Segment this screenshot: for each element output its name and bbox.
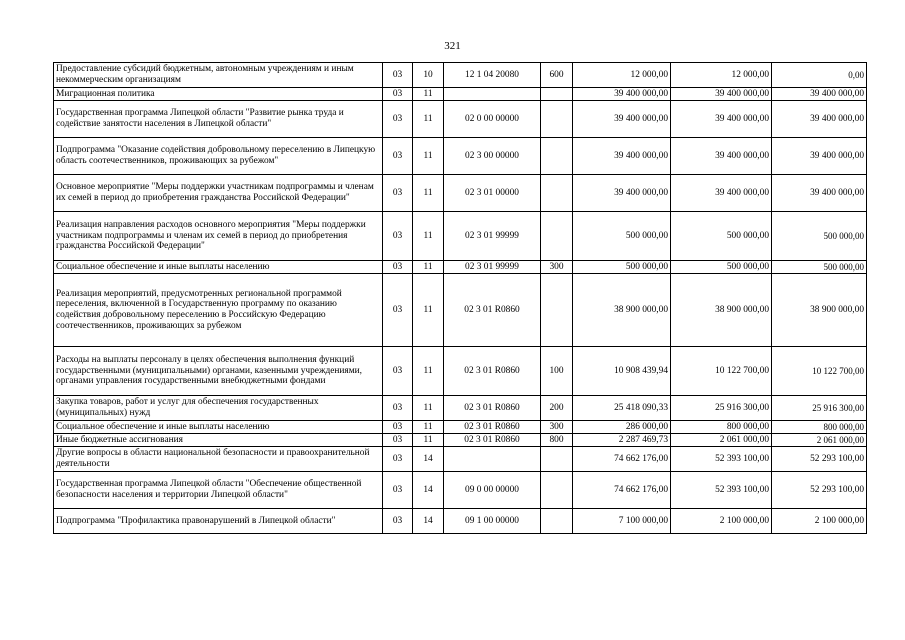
- target-article-code: 02 3 01 R0860: [444, 347, 541, 396]
- table-row: [54, 88, 867, 101]
- amount-year-1: 74 662 176,00: [573, 472, 671, 509]
- subsection-code: 11: [413, 396, 444, 421]
- expense-type-code: 200: [541, 396, 573, 421]
- expense-type-code: [541, 509, 573, 534]
- table-row: [54, 212, 867, 261]
- amount-year-1: 2 287 469,73: [573, 434, 671, 447]
- amount-year-3: 2 061 000,00: [772, 434, 867, 447]
- target-article-code: 02 3 00 00000: [444, 138, 541, 175]
- amount-year-1: 25 418 090,33: [573, 396, 671, 421]
- expense-type-code: [541, 472, 573, 509]
- item-name: Предоставление субсидий бюджетным, автономным учреждениям и иным некоммерческим организациям: [54, 63, 383, 88]
- amount-year-1: 10 908 439,94: [573, 347, 671, 396]
- amount-year-3: 52 293 100,00: [772, 472, 867, 509]
- amount-year-3: 500 000,00: [772, 212, 867, 261]
- target-article-code: 09 0 00 00000: [444, 472, 541, 509]
- expense-type-code: 600: [541, 63, 573, 88]
- target-article-code: [444, 447, 541, 472]
- subsection-code: 10: [413, 63, 444, 88]
- amount-year-2: 52 393 100,00: [671, 472, 772, 509]
- section-code: 03: [383, 434, 413, 447]
- amount-year-2: 52 393 100,00: [671, 447, 772, 472]
- amount-year-2: 500 000,00: [671, 261, 772, 274]
- section-code: 03: [383, 138, 413, 175]
- subsection-code: 11: [413, 88, 444, 101]
- expense-type-code: 800: [541, 434, 573, 447]
- amount-year-1: 38 900 000,00: [573, 274, 671, 347]
- item-name: Реализация мероприятий, предусмотренных региональной программой переселения, включенной в Государственную программу по оказанию содействия добровольному переселению в Российскую Федерацию соотечественников, проживающих за рубежом: [54, 274, 383, 347]
- amount-year-1: 286 000,00: [573, 421, 671, 434]
- section-code: 03: [383, 261, 413, 274]
- item-name: Расходы на выплаты персоналу в целях обеспечения выполнения функций государственными (муниципальными) органами, казенными учреждениями, органами управления государственными внебюджетными фондами: [54, 347, 383, 396]
- amount-year-1: 500 000,00: [573, 212, 671, 261]
- amount-year-1: 39 400 000,00: [573, 101, 671, 138]
- section-code: 03: [383, 396, 413, 421]
- subsection-code: 11: [413, 175, 444, 212]
- subsection-code: 11: [413, 347, 444, 396]
- item-name: Реализация направления расходов основного мероприятия "Меры поддержки участникам подпрограммы и членам их семей в период до приобретения гражданства Российской Федерации": [54, 212, 383, 261]
- subsection-code: 14: [413, 472, 444, 509]
- amount-year-3: 0,00: [772, 63, 867, 88]
- item-name: Миграционная политика: [54, 88, 383, 101]
- table-row: [54, 261, 867, 274]
- section-code: 03: [383, 63, 413, 88]
- amount-year-3: 39 400 000,00: [772, 88, 867, 101]
- amount-year-2: 25 916 300,00: [671, 396, 772, 421]
- amount-year-3: 10 122 700,00: [772, 347, 867, 396]
- item-name: Подпрограмма "Профилактика правонарушений в Липецкой области": [54, 509, 383, 534]
- target-article-code: 02 3 01 R0860: [444, 274, 541, 347]
- amount-year-3: 39 400 000,00: [772, 138, 867, 175]
- amount-year-1: 74 662 176,00: [573, 447, 671, 472]
- item-name: Социальное обеспечение и иные выплаты населению: [54, 261, 383, 274]
- table-row: [54, 396, 867, 421]
- expense-type-code: [541, 212, 573, 261]
- item-name: Закупка товаров, работ и услуг для обеспечения государственных (муниципальных) нужд: [54, 396, 383, 421]
- amount-year-2: 500 000,00: [671, 212, 772, 261]
- amount-year-3: 52 293 100,00: [772, 447, 867, 472]
- subsection-code: 11: [413, 434, 444, 447]
- table-row: [54, 447, 867, 472]
- table-row: [54, 175, 867, 212]
- table-row: [54, 472, 867, 509]
- amount-year-2: 2 061 000,00: [671, 434, 772, 447]
- expense-type-code: [541, 138, 573, 175]
- target-article-code: 12 1 04 20080: [444, 63, 541, 88]
- amount-year-2: 10 122 700,00: [671, 347, 772, 396]
- amount-year-3: 500 000,00: [772, 261, 867, 274]
- expense-type-code: [541, 101, 573, 138]
- subsection-code: 11: [413, 261, 444, 274]
- amount-year-1: 7 100 000,00: [573, 509, 671, 534]
- subsection-code: 11: [413, 212, 444, 261]
- section-code: 03: [383, 447, 413, 472]
- amount-year-2: 39 400 000,00: [671, 138, 772, 175]
- section-code: 03: [383, 347, 413, 396]
- expense-type-code: [541, 447, 573, 472]
- amount-year-3: 800 000,00: [772, 421, 867, 434]
- item-name: Основное мероприятие "Меры поддержки участникам подпрограммы и членам их семей в период до приобретения гражданства Российской Федерации": [54, 175, 383, 212]
- budget-table: [53, 62, 867, 534]
- table-row: [54, 434, 867, 447]
- subsection-code: 11: [413, 101, 444, 138]
- amount-year-1: 12 000,00: [573, 63, 671, 88]
- table-row: [54, 63, 867, 88]
- amount-year-2: 39 400 000,00: [671, 101, 772, 138]
- amount-year-1: 39 400 000,00: [573, 138, 671, 175]
- target-article-code: 02 3 01 R0860: [444, 396, 541, 421]
- table-row: [54, 509, 867, 534]
- item-name: Другие вопросы в области национальной безопасности и правоохранительной деятельности: [54, 447, 383, 472]
- amount-year-3: 25 916 300,00: [772, 396, 867, 421]
- amount-year-2: 39 400 000,00: [671, 175, 772, 212]
- expense-type-code: [541, 88, 573, 101]
- subsection-code: 14: [413, 509, 444, 534]
- section-code: 03: [383, 472, 413, 509]
- target-article-code: 02 3 01 R0860: [444, 421, 541, 434]
- expense-type-code: 300: [541, 421, 573, 434]
- section-code: 03: [383, 101, 413, 138]
- amount-year-2: 2 100 000,00: [671, 509, 772, 534]
- target-article-code: 02 3 01 00000: [444, 175, 541, 212]
- amount-year-2: 800 000,00: [671, 421, 772, 434]
- target-article-code: 02 3 01 99999: [444, 212, 541, 261]
- page-number: 321: [444, 40, 461, 52]
- amount-year-1: 39 400 000,00: [573, 88, 671, 101]
- target-article-code: [444, 88, 541, 101]
- amount-year-3: 38 900 000,00: [772, 274, 867, 347]
- subsection-code: 14: [413, 447, 444, 472]
- amount-year-2: 38 900 000,00: [671, 274, 772, 347]
- section-code: 03: [383, 509, 413, 534]
- item-name: Государственная программа Липецкой области "Развитие рынка труда и содействие занятости населения в Липецкой области": [54, 101, 383, 138]
- table-row: [54, 347, 867, 396]
- section-code: 03: [383, 88, 413, 101]
- budget-table-body: [54, 63, 867, 534]
- item-name: Подпрограмма "Оказание содействия добровольному переселению в Липецкую область соотечественников, проживающих за рубежом": [54, 138, 383, 175]
- amount-year-2: 12 000,00: [671, 63, 772, 88]
- subsection-code: 11: [413, 421, 444, 434]
- amount-year-1: 500 000,00: [573, 261, 671, 274]
- item-name: Иные бюджетные ассигнования: [54, 434, 383, 447]
- amount-year-2: 39 400 000,00: [671, 88, 772, 101]
- amount-year-1: 39 400 000,00: [573, 175, 671, 212]
- amount-year-3: 39 400 000,00: [772, 175, 867, 212]
- section-code: 03: [383, 175, 413, 212]
- subsection-code: 11: [413, 274, 444, 347]
- item-name: Государственная программа Липецкой области "Обеспечение общественной безопасности населения и территории Липецкой области": [54, 472, 383, 509]
- section-code: 03: [383, 274, 413, 347]
- target-article-code: 02 3 01 99999: [444, 261, 541, 274]
- expense-type-code: [541, 274, 573, 347]
- amount-year-3: 2 100 000,00: [772, 509, 867, 534]
- table-row: [54, 274, 867, 347]
- table-row: [54, 421, 867, 434]
- amount-year-3: 39 400 000,00: [772, 101, 867, 138]
- item-name: Социальное обеспечение и иные выплаты населению: [54, 421, 383, 434]
- target-article-code: 02 0 00 00000: [444, 101, 541, 138]
- subsection-code: 11: [413, 138, 444, 175]
- table-row: [54, 101, 867, 138]
- target-article-code: 09 1 00 00000: [444, 509, 541, 534]
- section-code: 03: [383, 421, 413, 434]
- expense-type-code: [541, 175, 573, 212]
- expense-type-code: 100: [541, 347, 573, 396]
- expense-type-code: 300: [541, 261, 573, 274]
- target-article-code: 02 3 01 R0860: [444, 434, 541, 447]
- section-code: 03: [383, 212, 413, 261]
- table-row: [54, 138, 867, 175]
